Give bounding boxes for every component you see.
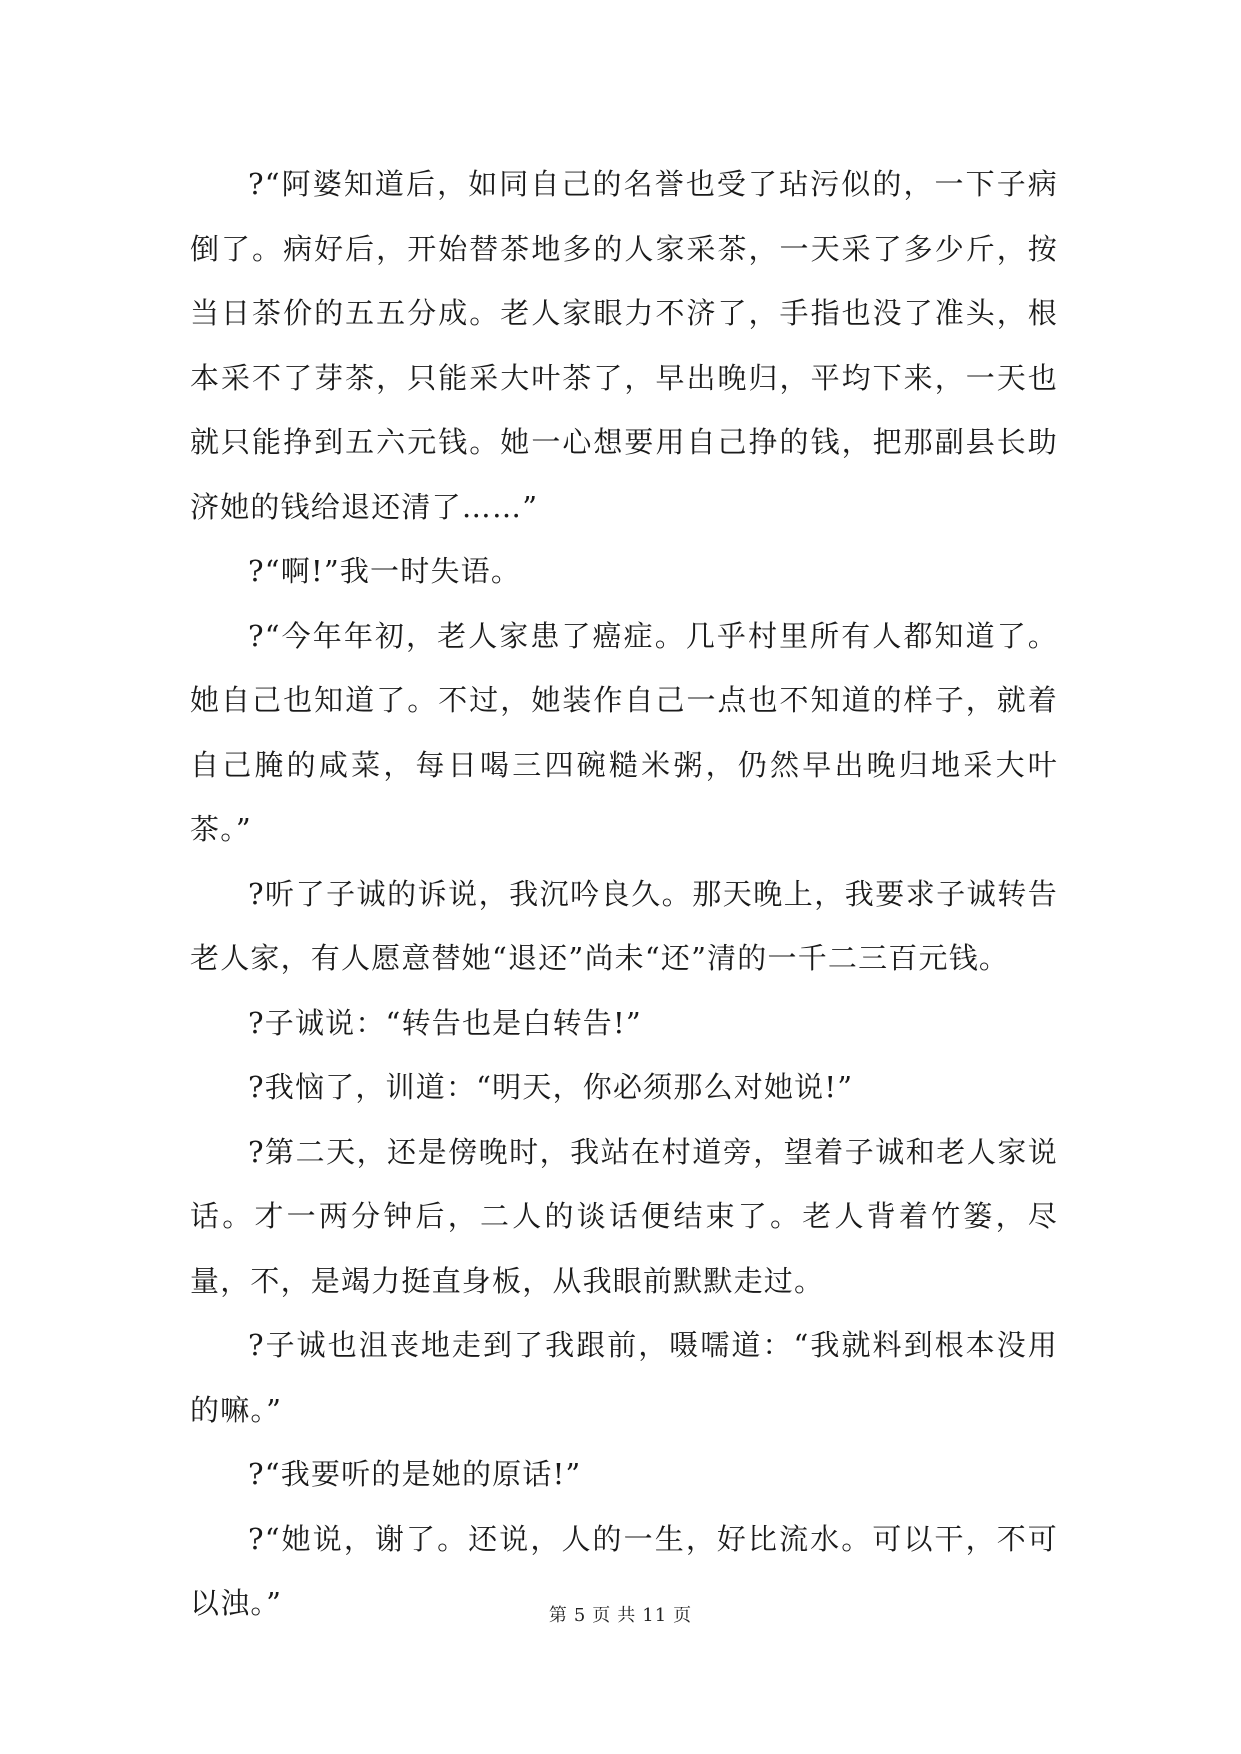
footer-prefix: 第 — [548, 1605, 568, 1626]
footer-page-word: 页 — [592, 1605, 612, 1626]
paragraph: ?“啊!”我一时失语。 — [248, 554, 522, 588]
paragraph: ?听了子诚的诉说，我沉吟良久。那天晚上，我要求子诚转告老人家，有人愿意替她“退还”尚未“还”清的一千二三百元钱。 — [190, 876, 1058, 975]
paragraph: ?我恼了，训道：“明天，你必须那么对她说!” — [248, 1070, 854, 1104]
paragraph: ?第二天，还是傍晚时，我站在村道旁，望着子诚和老人家说话。才一两分钟后，二人的谈话便结束了。老人背着竹篓，尽量，不，是竭力挺直身板，从我眼前默默走过。 — [190, 1134, 1058, 1298]
footer-total-pages: 11 — [642, 1605, 668, 1626]
paragraph: ?“今年年初，老人家患了癌症。几乎村里所有人都知道了。她自己也知道了。不过，她装作自己一点也不知道的样子，就着自己腌的咸菜，每日喝三四碗糙米粥，仍然早出晚归地采大叶茶。” — [190, 618, 1058, 846]
paragraph: ?“她说，谢了。还说，人的一生，好比流水。可以干，不可以浊。” — [190, 1521, 1058, 1620]
paragraph: ?子诚也沮丧地走到了我跟前，嗫嚅道：“我就料到根本没用的嘛。” — [190, 1328, 1058, 1427]
footer-current-page: 5 — [573, 1605, 587, 1626]
paragraph: ?子诚说：“转告也是白转告!” — [248, 1005, 642, 1040]
footer-total-word: 共 — [617, 1605, 637, 1626]
document-body — [190, 152, 1058, 1636]
page-footer — [0, 1601, 1241, 1627]
paragraph: ?“我要听的是她的原话!” — [248, 1457, 582, 1491]
footer-suffix: 页 — [673, 1605, 693, 1626]
paragraph: ?“阿婆知道后，如同自己的名誉也受了玷污似的，一下子病倒了。病好后，开始替茶地多的人家采茶，一天采了多少斤，按当日茶价的五五分成。老人家眼力不济了，手指也没了准头，根本采不了芽茶，只能采大叶茶了，早出晚归，平均下来，一天也就只能挣到五六元钱。她一心想要用自己挣的钱，把那副县长助济她的钱给退还清了……” — [190, 167, 1058, 524]
